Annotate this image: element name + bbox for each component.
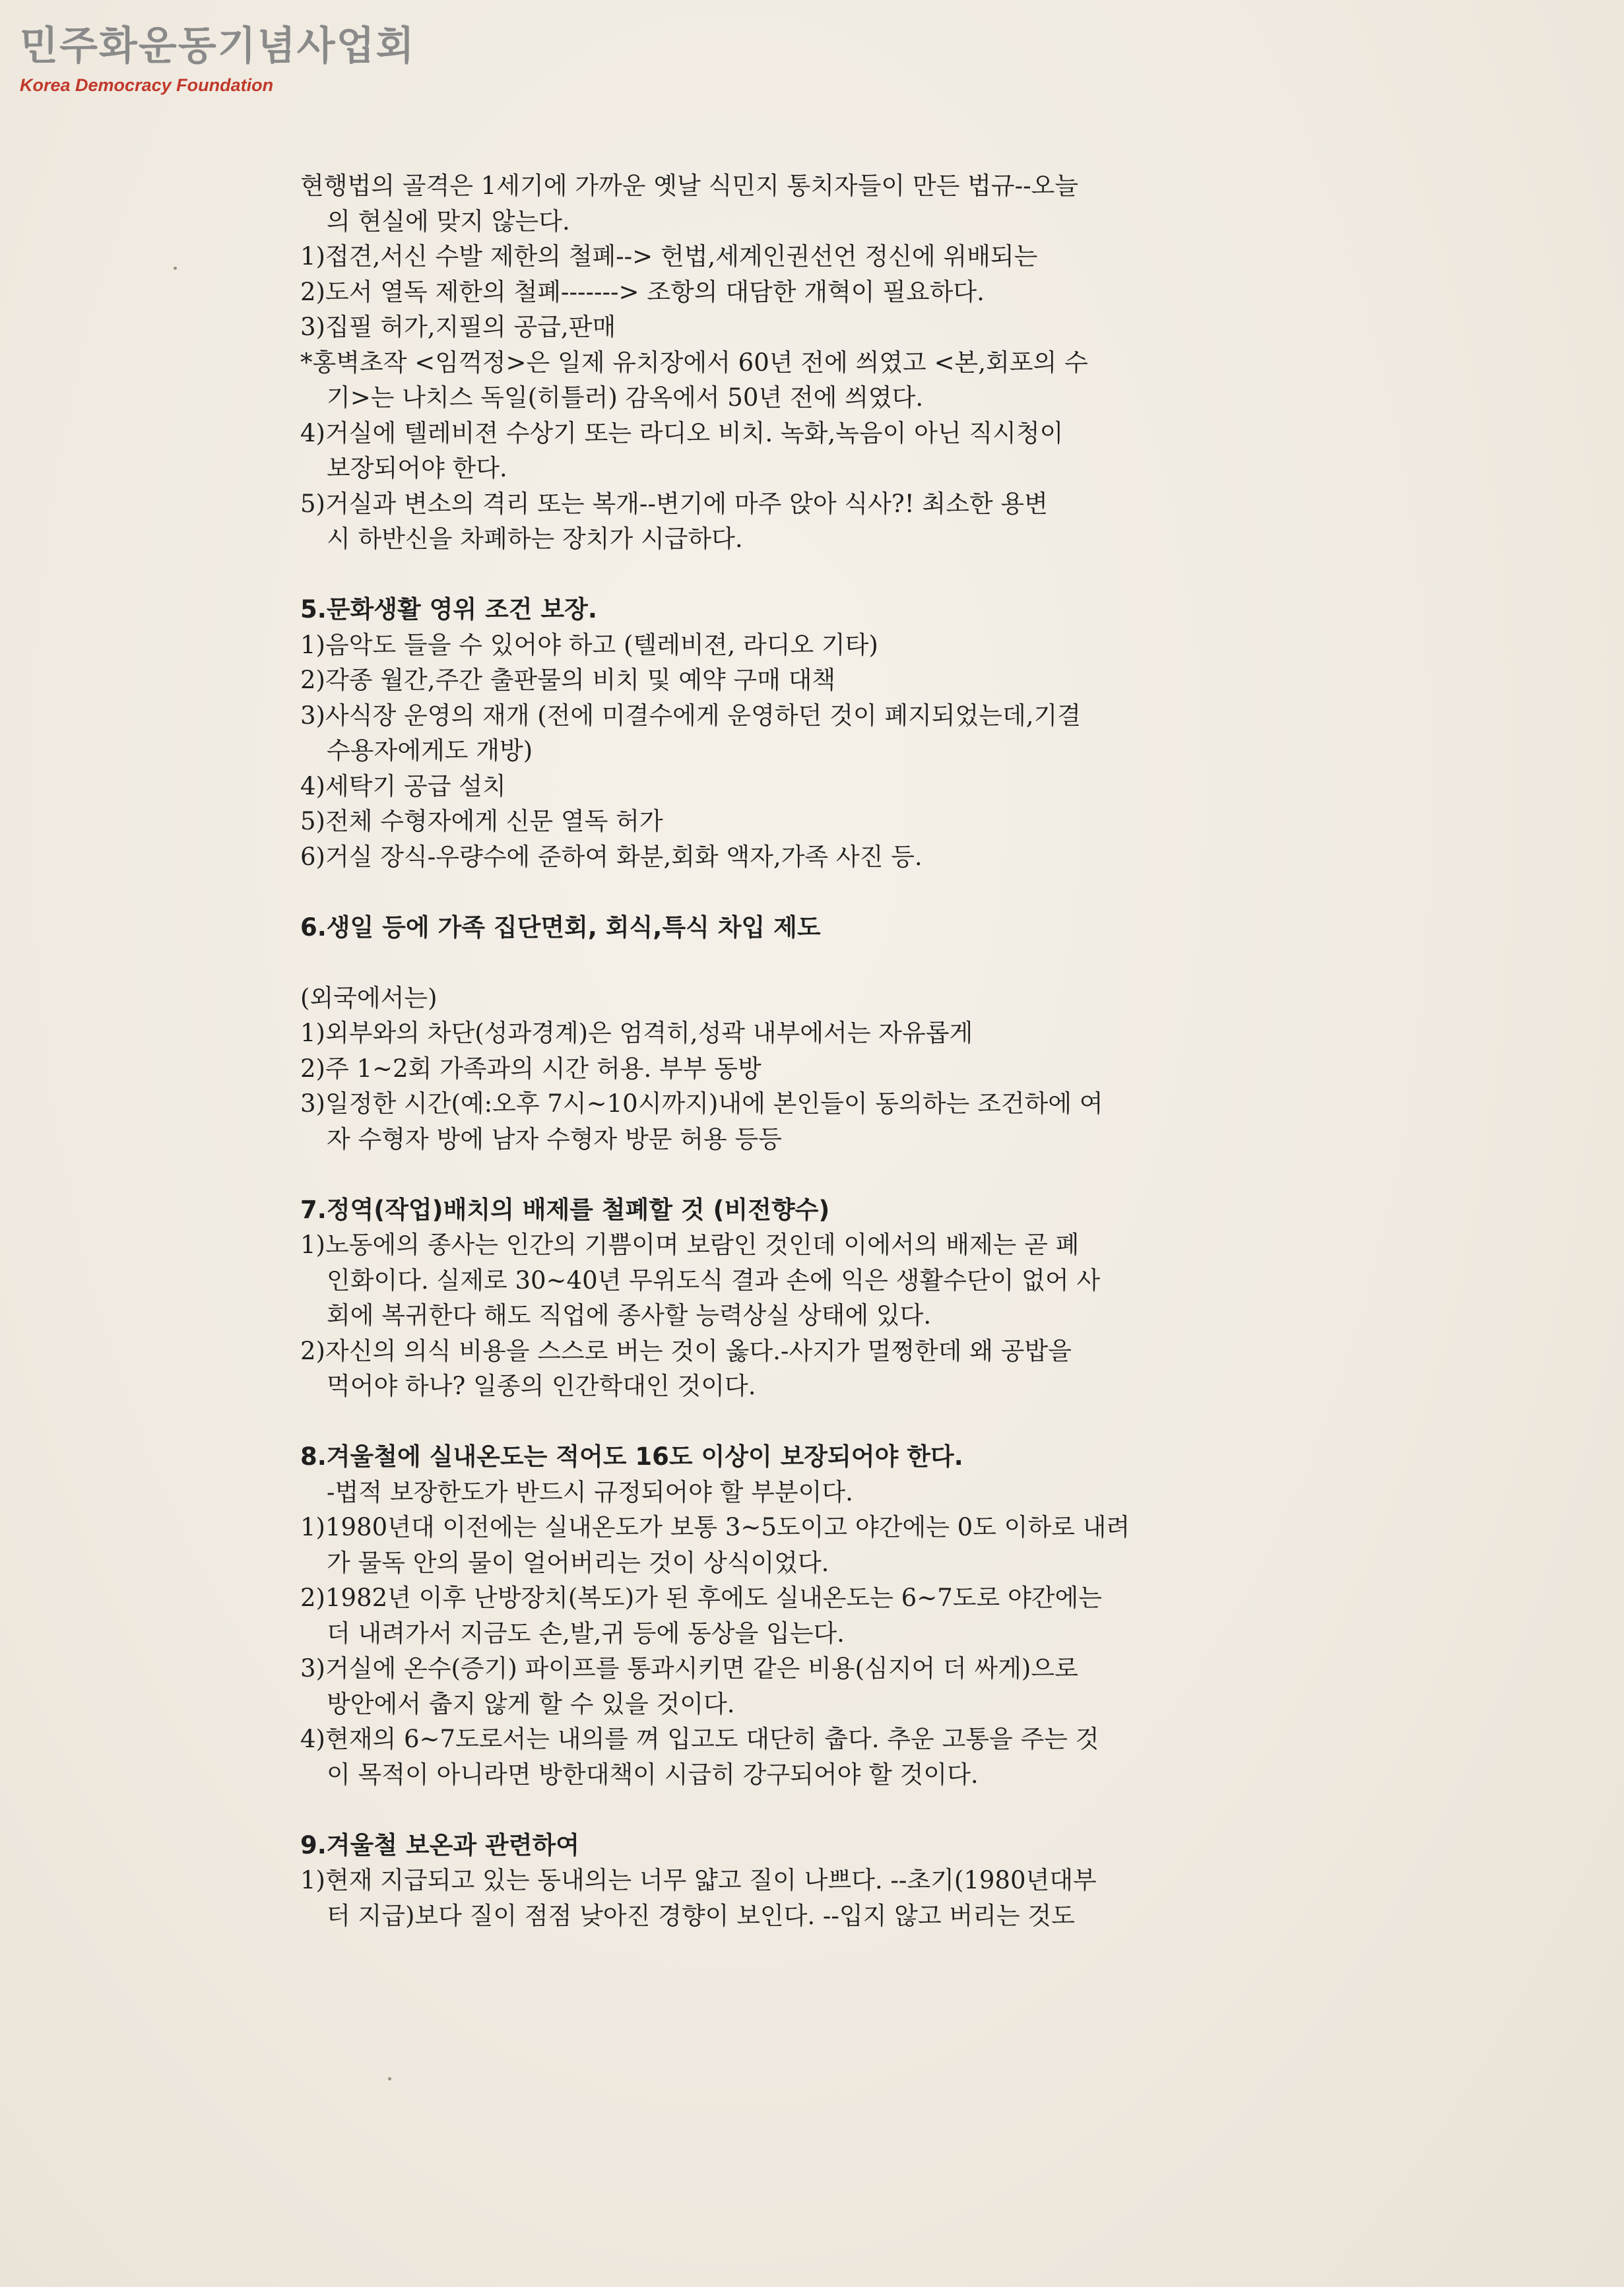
watermark-title: 민주화운동기념사업회 <box>20 23 416 69</box>
text-line: 1)외부와의 차단(성과경계)은 엄격히,성곽 내부에서는 자유롭게 <box>300 1019 973 1047</box>
text-line: 1)1980년대 이전에는 실내온도가 보통 3~5도이고 야간에는 0도 이하로 내려 <box>300 1513 1130 1541</box>
section-heading: 7.정역(작업)배치의 배제를 철폐할 것 (비전향수) <box>300 1195 830 1224</box>
text-line: 5)전체 수형자에게 신문 열독 허가 <box>300 807 663 835</box>
text-line: 3)일정한 시간(예:오후 7시~10시까지)내에 본인들이 동의하는 조건하에 여 <box>300 1089 1103 1118</box>
text-line: 1)노동에의 종사는 인간의 기쁨이며 보람인 것인데 이에서의 배제는 곧 폐 <box>300 1231 1080 1259</box>
blank-line <box>300 1404 1277 1440</box>
text-line: 가 물독 안의 물이 얼어버리는 것이 상식이었다. <box>327 1548 829 1577</box>
text-line: 이 목적이 아니라면 방한대책이 시급히 강구되어야 할 것이다. <box>327 1760 979 1789</box>
text-line: 2)1982년 이후 난방장치(복도)가 된 후에도 실내온도는 6~7도로 야간에는 <box>300 1584 1102 1612</box>
text-line: 2)주 1~2회 가족과의 시간 허용. 부부 동방 <box>300 1054 762 1083</box>
text-line: -법적 보장한도가 반드시 규정되어야 할 부분이다. <box>327 1477 853 1506</box>
text-line: 회에 복귀한다 해도 직업에 종사할 능력상실 상태에 있다. <box>327 1301 932 1330</box>
text-line: 의 현실에 맞지 않는다. <box>327 207 570 236</box>
text-line: 수용자에게도 개방) <box>327 736 533 765</box>
text-line: 3)거실에 온수(증기) 파이프를 통과시키면 같은 비용(심지어 더 싸게)으로 <box>300 1654 1078 1683</box>
foundation-watermark <box>20 23 416 96</box>
text-line: 1)접견,서신 수발 제한의 철폐--> 헌법,세계인권선언 정신에 위배되는 <box>300 242 1038 271</box>
paper-speck <box>174 267 177 270</box>
text-line: 2)각종 월간,주간 출판물의 비치 및 예약 구매 대책 <box>300 666 836 694</box>
blank-line <box>300 557 1277 593</box>
text-line: 4)세탁기 공급 설치 <box>300 771 506 800</box>
text-line: 5)거실과 변소의 격리 또는 복개--변기에 마주 앉아 식사?! 최소한 용변 <box>300 489 1048 518</box>
text-line: 3)집필 허가,지필의 공급,판매 <box>300 313 616 341</box>
text-line: 6)거실 장식-우량수에 준하여 화분,회화 액자,가족 사진 등. <box>300 842 923 871</box>
text-line: 보장되어야 한다. <box>327 454 507 482</box>
text-line: *홍벽초작 <임꺽정>은 일제 유치장에서 60년 전에 씌였고 <본,회포의 수 <box>300 348 1088 377</box>
blank-line <box>300 1792 1277 1828</box>
section-heading: 5.문화생활 영위 조건 보장. <box>300 595 597 624</box>
section-heading: 8.겨울철에 실내온도는 적어도 16도 이상이 보장되어야 한다. <box>300 1442 963 1471</box>
text-line: 1)음악도 들을 수 있어야 하고 (텔레비젼, 라디오 기타) <box>300 630 878 659</box>
text-line: (외국에서는) <box>300 983 438 1012</box>
text-line: 터 지급)보다 질이 점점 낮아진 경향이 보인다. --입지 않고 버리는 것도 <box>327 1901 1075 1930</box>
text-line: 방안에서 춥지 않게 할 수 있을 것이다. <box>327 1689 735 1718</box>
blank-line <box>300 1157 1277 1192</box>
blank-line <box>300 945 1277 981</box>
text-line: 현행법의 골격은 1세기에 가까운 옛날 식민지 통치자들이 만든 법규--오늘 <box>300 172 1079 200</box>
text-line: 인화이다. 실제로 30~40년 무위도식 결과 손에 익은 생활수단이 없어 사 <box>327 1266 1101 1295</box>
paper-speck <box>388 2077 391 2080</box>
section-heading: 9.겨울철 보온과 관련하여 <box>300 1830 579 1859</box>
text-line: 1)현재 지급되고 있는 동내의는 너무 얇고 질이 나쁘다. --초기(1980년대부 <box>300 1866 1097 1894</box>
section-heading: 6.생일 등에 가족 집단면회, 회식,특식 차입 제도 <box>300 913 821 942</box>
text-line: 기>는 나치스 독일(히틀러) 감옥에서 50년 전에 씌였다. <box>327 383 924 412</box>
text-line: 3)사식장 운영의 재개 (전에 미결수에게 운영하던 것이 폐지되었는데,기결 <box>300 701 1082 730</box>
text-line: 시 하반신을 차폐하는 장치가 시급하다. <box>327 525 743 553</box>
watermark-subtitle: Korea Democracy Foundation <box>20 75 274 95</box>
text-line: 4)현재의 6~7도로서는 내의를 껴 입고도 대단히 춥다. 추운 고통을 주는 것 <box>300 1725 1099 1753</box>
text-line: 4)거실에 텔레비젼 수상기 또는 라디오 비치. 녹화,녹음이 아닌 직시청이 <box>300 418 1064 447</box>
blank-line <box>300 874 1277 910</box>
text-line: 2)도서 열독 제한의 철폐-------> 조항의 대담한 개혁이 필요하다. <box>300 277 985 306</box>
text-line: 2)자신의 의식 비용을 스스로 버는 것이 옳다.-사지가 멀쩡한데 왜 공밥을 <box>300 1336 1072 1365</box>
document-body <box>300 168 1277 1933</box>
text-line: 자 수형자 방에 남자 수형자 방문 허용 등등 <box>327 1124 782 1153</box>
text-line: 먹어야 하나? 일종의 인간학대인 것이다. <box>327 1372 756 1400</box>
text-line: 더 내려가서 지금도 손,발,귀 등에 동상을 입는다. <box>327 1619 845 1648</box>
